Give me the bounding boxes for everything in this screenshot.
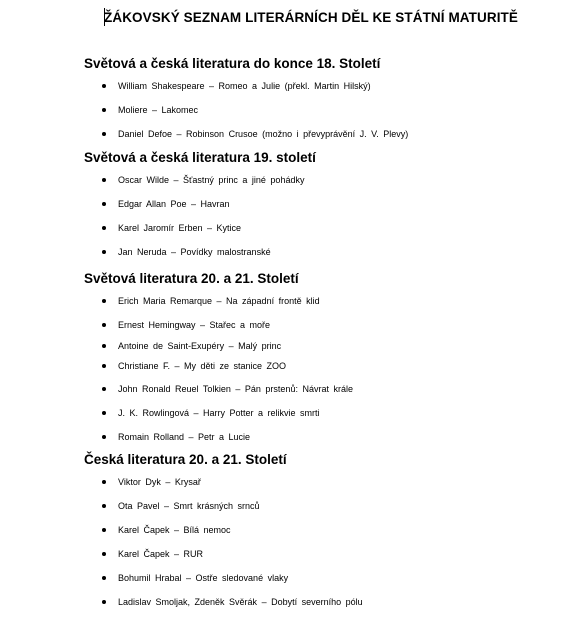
bullet-icon [102,528,106,532]
bullet-icon [102,132,106,136]
bullet-icon [102,552,106,556]
section-heading: Světová a česká literatura do konce 18. Století [84,56,381,71]
section-czech-20th-21st: Česká literatura 20. a 21. Století Viktor Dyk – Krysař Ota Pavel – Smrt krásných srnců Karel Čapek – Bílá nemoc Karel Čapek – RUR Bohumil Hrabal – Ostře sledované vlaky Ladislav Smoljak, Zdeněk Svěrák – Dobytí severního pólu [84,452,564,468]
bullet-icon [102,323,106,327]
bullet-icon [102,600,106,604]
bullet-icon [102,250,106,254]
section-world-20th-21st: Světová literatura 20. a 21. Století Erich Maria Remarque – Na západní frontě klid Ernest Hemingway – Stařec a moře Antoine de Saint-Exupéry – Malý princ Christiane F. – My děti ze stanice ZOO John Ronald Reuel Tolkien – Pán prstenů: Návrat krále J. K. Rowlingová – Harry Potter a relikvie smrti Romain Rolland – Petr a Lucie [84,271,564,287]
bullet-icon [102,364,106,368]
bullet-icon [102,178,106,182]
bullet-icon [102,108,106,112]
bullet-icon [102,202,106,206]
bullet-icon [102,84,106,88]
bullet-icon [102,480,106,484]
bullet-icon [102,344,106,348]
bullet-icon [102,576,106,580]
bullet-icon [102,226,106,230]
bullet-icon [102,504,106,508]
bullet-icon [102,411,106,415]
bullet-icon [102,435,106,439]
bullet-icon [102,299,106,303]
section-heading: Světová literatura 20. a 21. Století [84,271,299,286]
section-heading: Světová a česká literatura 19. století [84,150,316,165]
section-18th-century: Světová a česká literatura do konce 18. Století William Shakespeare – Romeo a Julie (překl. Martin Hilský) Moliere – Lakomec Daniel Defoe – Robinson Crusoe (možno i převyprávění J. V. Plevy) [84,56,564,72]
section-heading: Česká literatura 20. a 21. Století [84,452,287,467]
document-title: ŽÁKOVSKÝ SEZNAM LITERÁRNÍCH DĚL KE STÁTNÍ MATURITĚ [104,10,519,25]
bullet-icon [102,387,106,391]
section-19th-century: Světová a česká literatura 19. století Oscar Wilde – Šťastný princ a jiné pohádky Edgar Allan Poe – Havran Karel Jaromír Erben – Kytice Jan Neruda – Povídky malostranské [84,150,564,166]
